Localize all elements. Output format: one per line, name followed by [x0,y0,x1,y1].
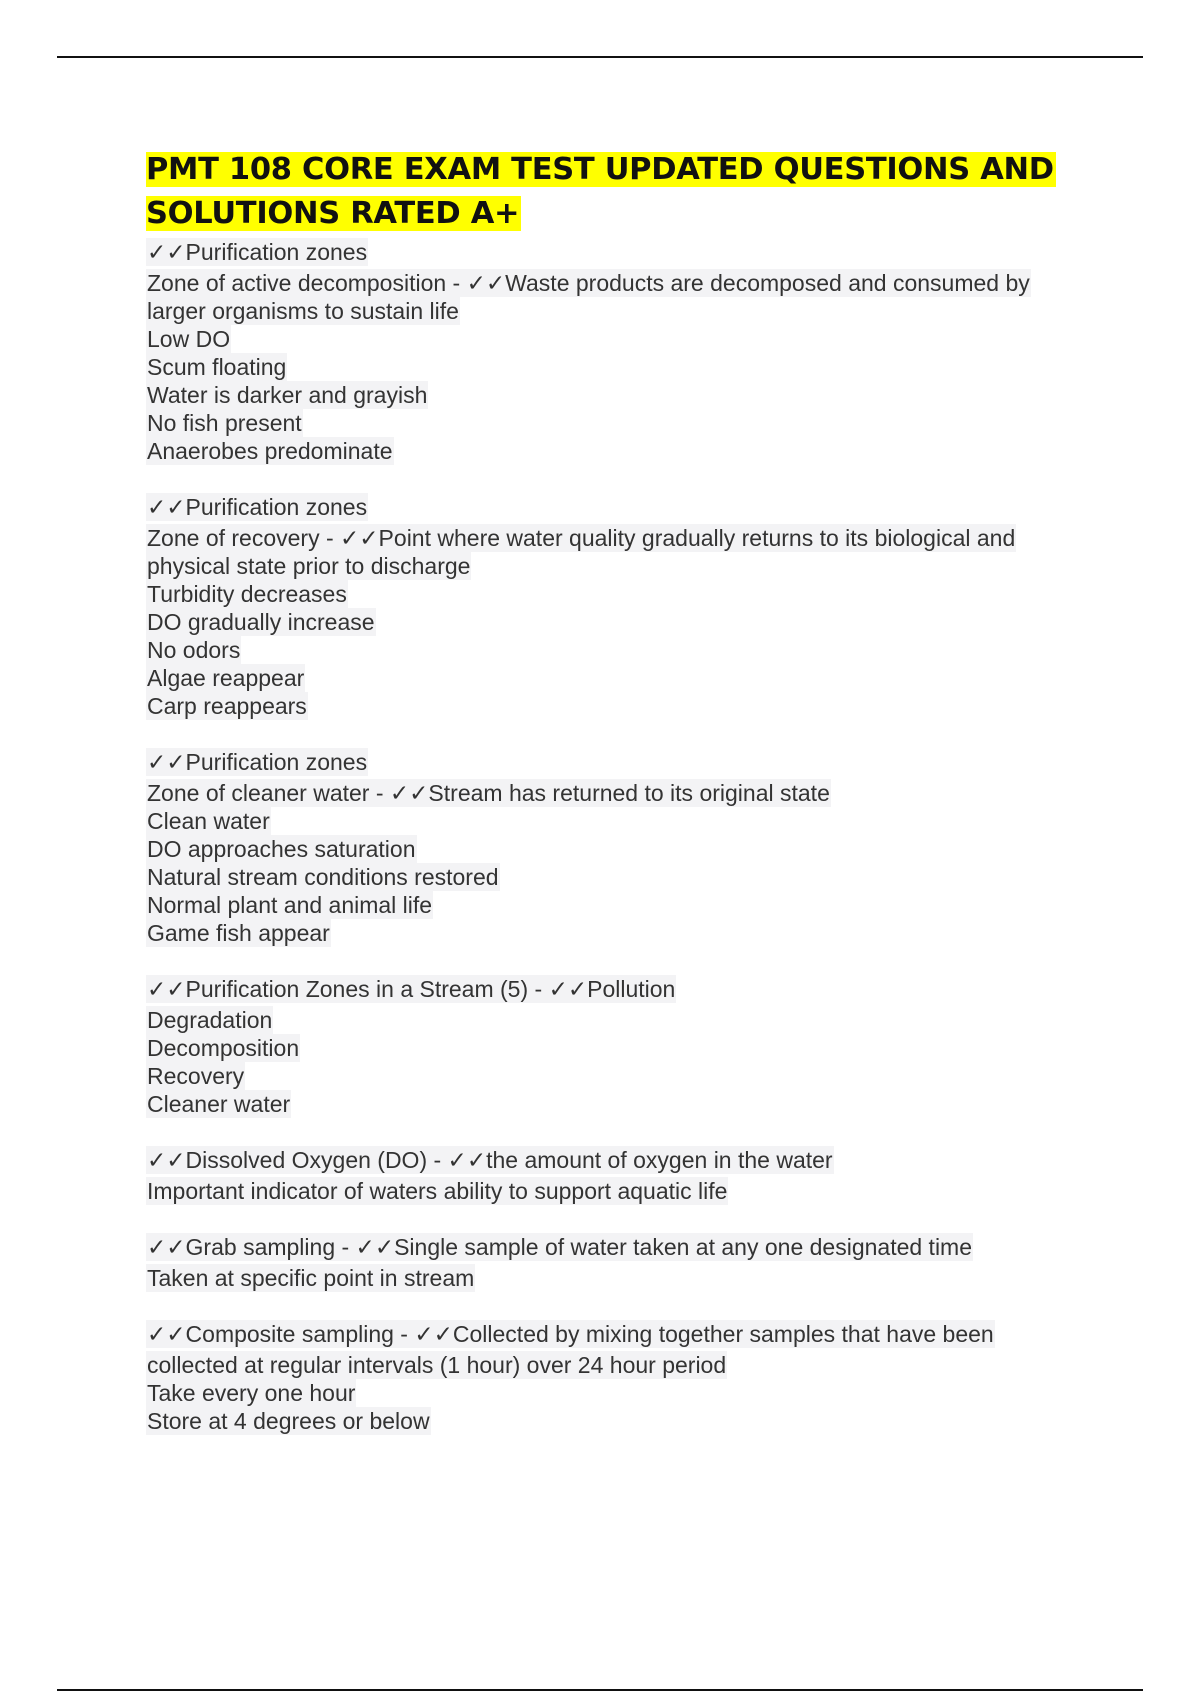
card-answer-line: physical state prior to discharge [147,553,471,579]
card-answer-line: Game fish appear [147,920,330,946]
document-body [146,148,1086,1463]
card-answer-line: Recovery [147,1063,245,1089]
card-answer-line: Turbidity decreases [147,581,347,607]
card-answer-line: Algae reappear [147,665,305,691]
title-line-2: SOLUTIONS RATED A+ [146,196,520,231]
qa-card [146,975,1086,1118]
card-answer-line: Decomposition [147,1035,300,1061]
qa-card [146,238,1086,465]
card-answer-line: Important indicator of waters ability to support aquatic life [147,1178,728,1204]
card-answer-line: collected at regular intervals (1 hour) over 24 hour period [147,1352,727,1378]
qa-card [146,1320,1086,1435]
card-answer-line: Natural stream conditions restored [147,864,499,890]
card-question: ✓✓Purification zones [147,239,368,265]
card-answer-line: DO approaches saturation [147,836,416,862]
card-answer-line: Cleaner water [147,1091,291,1117]
card-answer-line: Carp reappears [147,693,307,719]
qa-card [146,748,1086,947]
card-question: ✓✓Purification zones [147,749,368,775]
card-question: ✓✓Composite sampling - ✓✓Collected by mixing together samples that have been [147,1321,994,1347]
card-answer-line: Low DO [147,326,231,352]
qa-card [146,1233,1086,1292]
card-question: ✓✓Dissolved Oxygen (DO) - ✓✓the amount of oxygen in the water [147,1147,833,1173]
card-answer-line: Store at 4 degrees or below [147,1408,430,1434]
bottom-rule [57,1689,1143,1691]
card-question: ✓✓Purification Zones in a Stream (5) - ✓✓Pollution [147,976,676,1002]
card-answer-line: No fish present [147,410,302,436]
card-answer-line: Scum floating [147,354,287,380]
card-answer-line: Zone of active decomposition - ✓✓Waste products are decomposed and consumed by [147,270,1030,296]
card-answer-line: Clean water [147,808,270,834]
card-answer-line: No odors [147,637,241,663]
card-question: ✓✓Purification zones [147,494,368,520]
card-question: ✓✓Grab sampling - ✓✓Single sample of water taken at any one designated time [147,1234,973,1260]
card-answer-line: Normal plant and animal life [147,892,433,918]
card-answer-line: DO gradually increase [147,609,375,635]
top-rule [57,56,1143,58]
document-title [146,148,1086,236]
card-answer-line: Taken at specific point in stream [147,1265,475,1291]
title-line-1: PMT 108 CORE EXAM TEST UPDATED QUESTIONS AND [146,152,1054,187]
card-answer-line: Water is darker and grayish [147,382,428,408]
card-answer-line: Anaerobes predominate [147,438,393,464]
qa-card [146,493,1086,720]
card-answer-line: Degradation [147,1007,273,1033]
card-answer-line: Zone of cleaner water - ✓✓Stream has returned to its original state [147,780,830,806]
card-answer-line: Take every one hour [147,1380,356,1406]
card-answer-line: Zone of recovery - ✓✓Point where water quality gradually returns to its biological and [147,525,1016,551]
card-answer-line: larger organisms to sustain life [147,298,459,324]
qa-card [146,1146,1086,1205]
